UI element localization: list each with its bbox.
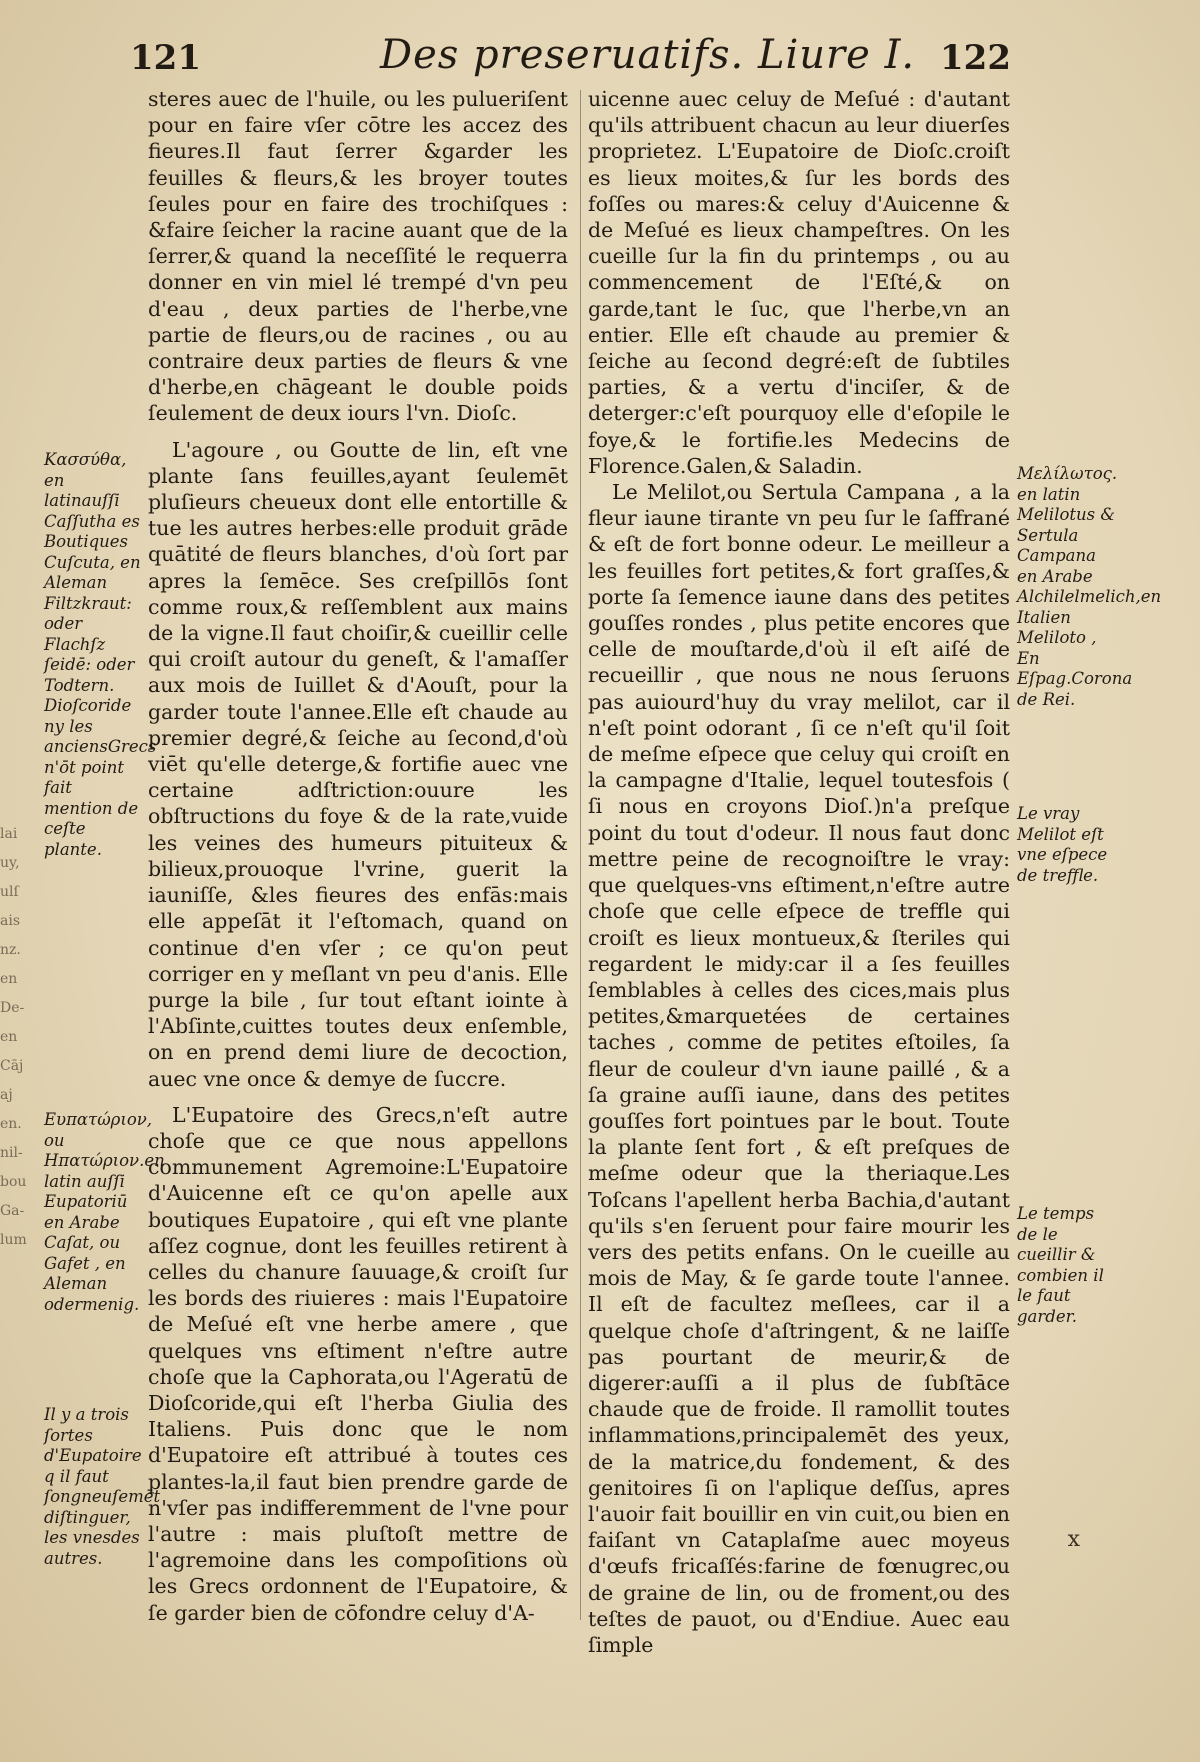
margin-note-harvest-time: Le temps de le cueillir & combien il le faut garder. bbox=[1017, 1204, 1104, 1326]
margin-note-eupatoire: Ευπατώριον, ou Ηπατώριον.en latin auſſi Eupatoriū en Arabe Caſat, ou Gafet , en Aleman odermenig. bbox=[44, 1110, 165, 1314]
bleed-fragment: en bbox=[0, 971, 18, 987]
bleed-fragment: aj bbox=[0, 1087, 13, 1103]
folio-number-right: 122 bbox=[940, 38, 1011, 78]
page-header bbox=[0, 28, 1200, 88]
bleed-through-fragments bbox=[0, 820, 27, 1255]
bleed-fragment: lum bbox=[0, 1232, 27, 1248]
bleed-fragment: ais bbox=[0, 913, 21, 929]
bleed-fragment: en. bbox=[0, 1116, 22, 1132]
margin-note-true-melilot: Le vray Melilot eſt vne eſpece de treffle. bbox=[1017, 804, 1108, 885]
text-column-right bbox=[588, 86, 1010, 1658]
margin-note-melilot: Μελίλωτος. en latin Melilotus & Sertula Campana en Arabe Alchilelmelich,en Italien Meliloto , En Eſpag.Corona de Rei. bbox=[1017, 464, 1162, 709]
paragraph: L'agoure , ou Goutte de lin, eſt vne plante ſans feuilles,ayant ſeulemēt pluſieurs cheueux dont elle entortille & tue les autres herbes:elle produit grāde quātité de fleurs blanches, d'où ſort par apres la ſemēce. Ses creſpillōs ſont comme roux,& reſſemblent aux mains de la vigne.Il faut choiſir,& cueillir celle qui croiſt autour du geneſt, & l'amaſſer aux mois de Iuillet & d'Aouſt, pour la garder toute l'annee.Elle eſt chaude au premier degré,& ſeiche au ſecond,d'où viēt qu'elle deterge,& fortifie auec vne certaine adſtriction:ouure les obſtructions du foye & de la rate,vuide les veines des humeurs pituiteux & bilieux,prouoque l'vrine, guerit la iauniſſe, &les fieures des enfās:mais elle appeſāt it l'eſtomach, quand on continue d'en vſer ; ce qu'on peut corriger en y meſlant vn peu d'anis. Elle purge la bile , ſur tout eſtant iointe à l'Abſinte,cuittes toutes deux enſemble, on en prend demi liure de decoction, auec vne once & demye de ſuccre. bbox=[148, 437, 568, 1091]
margin-note-cuscuta: Κασσύθα, en latinauſſi Caſſutha es Boutiques Cuſcuta, en Aleman Filtzkraut: oder Flachſz ſeidē: oder Todtern. Dioſcoride ny les anciensGrecs n'ōt point fait mention de ceſte plante. bbox=[44, 450, 157, 859]
paragraph: steres auec de l'huile, ou les pulueriſent pour en faire vſer cōtre les accez des fieures.Il faut ſerrer &garder les feuilles & fleurs,& les broyer toutes ſeules pour en faire des trochiſques : &faire ſeicher la racine auant que de la ſerrer,& quand la neceſſité le requerra donner en vin miel lé trempé d'vn peu d'eau , deux parties de l'herbe,vne partie de fleurs,ou de racines , ou au contraire deux parties de fleurs & vne d'herbe,en chāgeant le double poids ſeulement de deux iours l'vn. Dioſc. bbox=[148, 87, 568, 426]
paragraph: Le Melilot,ou Sertula Campana , a la fleur iaune tirante vn peu ſur le ſaffrané & eſt de fort bonne odeur. Le meilleur a les feuilles fort petites,& fort graſſes,& porte ſa ſemence iaune dans des petites gouſſes rondes , plus petite encores que celle de mouſtarde,d'où il eſt aiſé de recueillir , que nous ne nous ſeruons pas auiourd'huy du vray melilot, car il n'eſt point odorant , ſi ce n'eſt qu'il ſoit de meſme eſpece que celuy qui croiſt en la campagne d'Italie, lequel toutesfois ( ſi nous en croyons Dioſ.)n'a preſque point du tout d'odeur. Il nous faut donc mettre peine de recognoiſtre le vray: que quelques-vns eſtiment,n'eſtre autre choſe que celle eſpece de treffle qui croiſt es lieux montueux,& ſteriles qui regardent le midy:car il a ſes feuilles ſemblables à celles des cices,mais plus petites,&marquetées de certaines taches , comme de petites eſtoiles, ſa fleur de couleur d'vn iaune paillé , & a ſa graine auſſi iaune, dans des petites gouſſes fort pointues par le bout. Toute la plante ſent fort , & eſt preſques de meſme odeur que la theriaque.Les Toſcans l'apellent herba Bachia,d'autant qu'ils s'en ſeruent pour faire mourir les vers des petits enfans. On le cueille au mois de May, & ſe garde toute l'annee. Il eſt de facultez meſlees, car il a quelque choſe d'aſtringent, & ne laiſſe pas pourtant de meurir,& de digerer:auſſi a il plus de ſubſtāce chaude que de froide. Il ramollit toutes inflammations,principalemēt des yeux, de la matrice,du fondement, & des genitoires ſi on l'aplique deſſus, apres l'auoir fait bouillir en vin cuit,ou bien en faiſant vn Cataplaſme auec moyeus d'œufs fricaſſés:farine de fœnugrec,ou de graine de lin, ou de froment,ou des teſtes de pauot, ou d'Endiue. Auec eau ſimple bbox=[588, 480, 1010, 1657]
bleed-fragment: ulſ bbox=[0, 884, 19, 900]
bleed-fragment: nil- bbox=[0, 1145, 23, 1161]
bleed-fragment: bou bbox=[0, 1174, 27, 1190]
column-divider bbox=[580, 90, 581, 1620]
bleed-fragment: De- bbox=[0, 1000, 25, 1016]
bleed-fragment: en bbox=[0, 1029, 18, 1045]
bleed-fragment: lai bbox=[0, 826, 18, 842]
text-column-left bbox=[148, 86, 568, 1626]
bleed-fragment: uy, bbox=[0, 855, 20, 871]
bleed-fragment: Ga- bbox=[0, 1203, 25, 1219]
running-title: Des preseruatifs. Liure I. bbox=[380, 32, 916, 78]
bleed-fragment: nz. bbox=[0, 942, 21, 958]
paragraph: uicenne auec celuy de Meſué : d'autant qu'ils attribuent chacun au leur diuerſes proprietez. L'Eupatoire de Dioſc.croiſt es lieux moites,& ſur les bords des foſſes ou mares:& celuy d'Auicenne & de Meſué es lieux champeſtres. On les cueille ſur la fin du printemps , ou au commencement de l'Eſté,& on garde,tant le ſuc, que l'herbe,vn an entier. Elle eſt chaude au premier & ſeiche au ſecond degré:eſt de ſubtiles parties, & a vertu d'inciſer, & de deterger:c'eſt pourquoy elle d'eſopile le foye,& le fortifie.les Medecins de Florence.Galen,& Saladin. bbox=[588, 87, 1010, 478]
folio-number-left: 121 bbox=[130, 38, 201, 78]
bleed-fragment: Cāj bbox=[0, 1058, 24, 1074]
margin-note-three-eupatoires: Il y a trois ſortes d'Eupatoire q il faut ſongneuſemēt diſtinguer, les vnesdes autres. bbox=[44, 1405, 161, 1568]
paragraph: L'Eupatoire des Grecs,n'eſt autre choſe que ce que nous appellons communement Agremoine:L'Eupatoire d'Auicenne eſt ce qu'on apelle aux boutiques Eupatoire , qui eſt vne plante aſſez cognue, dont les feuilles retirent à celles du chanure ſauuage,& croiſt ſur les bords des riuieres : mais l'Eupatoire de Meſué eſt vne herbe amere , que quelques vns eſtiment n'eſtre autre choſe que la Caphorata,ou l'Ageratū de Dioſcoride,qui eſt l'herba Giulia des Italiens. Puis donc que le nom d'Eupatoire eſt attribué à toutes ces plantes-la,il faut bien prendre garde de n'vſer pas indifferemment de l'vne pour l'autre : mais pluſtoſt mettre de l'agremoine dans les compoſitions où les Grecs ordonnent de l'Eupatoire, & ſe garder bien de cōfondre celuy d'A- bbox=[148, 1102, 568, 1625]
page-mark: x bbox=[1067, 1527, 1080, 1552]
